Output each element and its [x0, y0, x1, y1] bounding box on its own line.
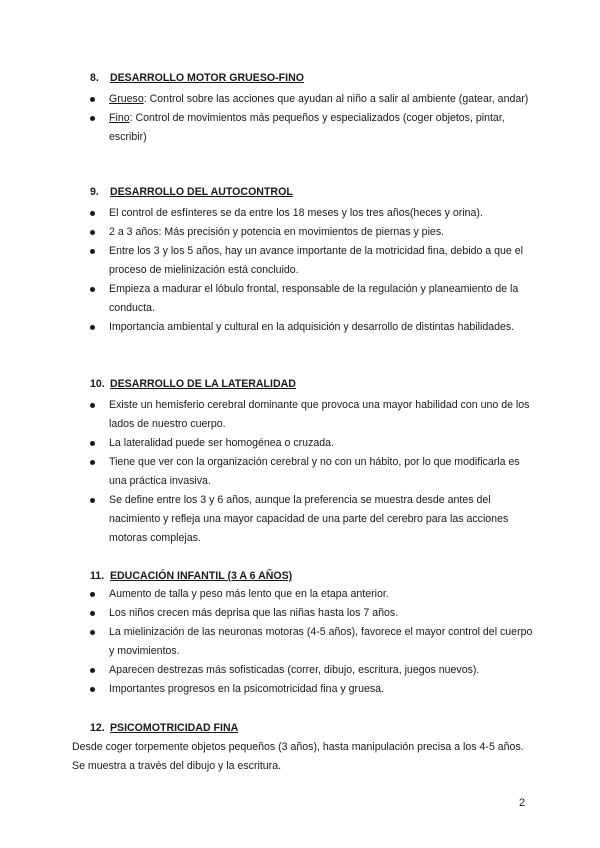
list-item: [90, 585, 540, 604]
bullet-icon: [90, 403, 95, 408]
bullet-icon: [90, 325, 95, 330]
item-text: Empieza a madurar el lóbulo frontal, responsable de la regulación y planeamiento de la conducta.: [109, 283, 519, 314]
bullet-icon: [90, 116, 95, 121]
item-text: : Control de movimientos más pequeños y especializados (coger objetos, pintar, escribir): [109, 112, 505, 143]
list-item: [90, 491, 540, 548]
list-item: [90, 604, 540, 623]
bullet-icon: [90, 498, 95, 503]
item-text: Entre los 3 y los 5 años, hay un avance importante de la motricidad fina, debido a que el proceso de mielinización está concluido.: [109, 245, 523, 276]
section-number: 9.: [90, 186, 99, 198]
item-text: Aumento de talla y peso más lento que en la etapa anterior.: [109, 588, 389, 600]
list-item: [90, 623, 540, 661]
bullet-icon: [90, 611, 95, 616]
section-title: PSICOMOTRICIDAD FINA: [109, 722, 239, 734]
item-text: Importantes progresos en la psicomotricidad fina y gruesa.: [109, 683, 384, 695]
term: Grueso: [109, 93, 144, 105]
bullet-icon: [90, 592, 95, 597]
list-item: [90, 90, 540, 109]
section-12-paragraph: Desde coger torpemente objetos pequeños (3 años), hasta manipulación precisa a los 4-5 años. Se muestra a través del dibujo y la escritura.: [72, 741, 524, 772]
item-text: El control de esfínteres se da entre los 18 meses y los tres años(heces y orina).: [109, 207, 483, 219]
section-11-list: [90, 585, 540, 699]
bullet-icon: [90, 460, 95, 465]
section-8-list: [90, 90, 540, 147]
bullet-icon: [90, 287, 95, 292]
section-heading-9: [90, 186, 293, 198]
section-title: EDUCACIÓN INFANTIL (3 A 6 AÑOS): [109, 570, 293, 582]
bullet-icon: [90, 441, 95, 446]
list-item: [90, 396, 540, 434]
item-text: La lateralidad puede ser homogénea o cruzada.: [109, 437, 334, 449]
section-title: DESARROLLO MOTOR GRUESO-FINO: [109, 72, 304, 84]
bullet-icon: [90, 211, 95, 216]
page-number: 2: [519, 797, 526, 809]
item-text: Existe un hemisferio cerebral dominante que provoca una mayor habilidad con uno de los lados de nuestro cuerpo.: [109, 399, 530, 430]
list-item: [90, 661, 540, 680]
item-text: : Control sobre las acciones que ayudan al niño a salir al ambiente (gatear, andar): [143, 93, 529, 105]
section-number: 11.: [90, 570, 105, 582]
list-item: [90, 109, 540, 147]
list-item: [90, 680, 540, 699]
bullet-icon: [90, 668, 95, 673]
list-item: [90, 223, 540, 242]
bullet-icon: [90, 230, 95, 235]
item-text: Aparecen destrezas más sofisticadas (correr, dibujo, escritura, juegos nuevos).: [109, 664, 480, 676]
item-text: 2 a 3 años: Más precisión y potencia en movimientos de piernas y pies.: [109, 226, 445, 238]
section-heading-11: [90, 570, 292, 582]
list-item: [90, 204, 540, 223]
section-number: 12.: [90, 722, 105, 734]
list-item: [90, 434, 540, 453]
section-9-list: [90, 204, 540, 337]
bullet-icon: [90, 687, 95, 692]
list-item: [90, 318, 540, 337]
list-item: [90, 242, 540, 280]
item-text: Se define entre los 3 y 6 años, aunque la preferencia se muestra desde antes del nacimiento y refleja una mayor capacidad de una parte del cerebro para las acciones motoras complejas.: [109, 494, 509, 544]
section-heading-8: [90, 72, 304, 84]
section-number: 8.: [90, 72, 99, 84]
section-heading-12: [90, 722, 238, 734]
term: Fino: [109, 112, 130, 124]
section-10-list: [90, 396, 540, 548]
item-text: Tiene que ver con la organización cerebral y no con un hábito, por lo que modificarla es una práctica invasiva.: [109, 456, 520, 487]
list-item: [90, 280, 540, 318]
bullet-icon: [90, 630, 95, 635]
bullet-icon: [90, 97, 95, 102]
section-title: DESARROLLO DEL AUTOCONTROL: [109, 186, 293, 198]
section-heading-10: [90, 378, 296, 390]
item-text: Importancia ambiental y cultural en la adquisición y desarrollo de distintas habilidades.: [109, 321, 515, 333]
item-text: Los niños crecen más deprisa que las niñas hasta los 7 años.: [109, 607, 399, 619]
list-item: [90, 453, 540, 491]
item-text: La mielinización de las neuronas motoras (4-5 años), favorece el mayor control del cuerpo y movimientos.: [109, 626, 533, 657]
bullet-icon: [90, 249, 95, 254]
section-title: DESARROLLO DE LA LATERALIDAD: [109, 378, 296, 390]
section-number: 10.: [90, 378, 105, 390]
